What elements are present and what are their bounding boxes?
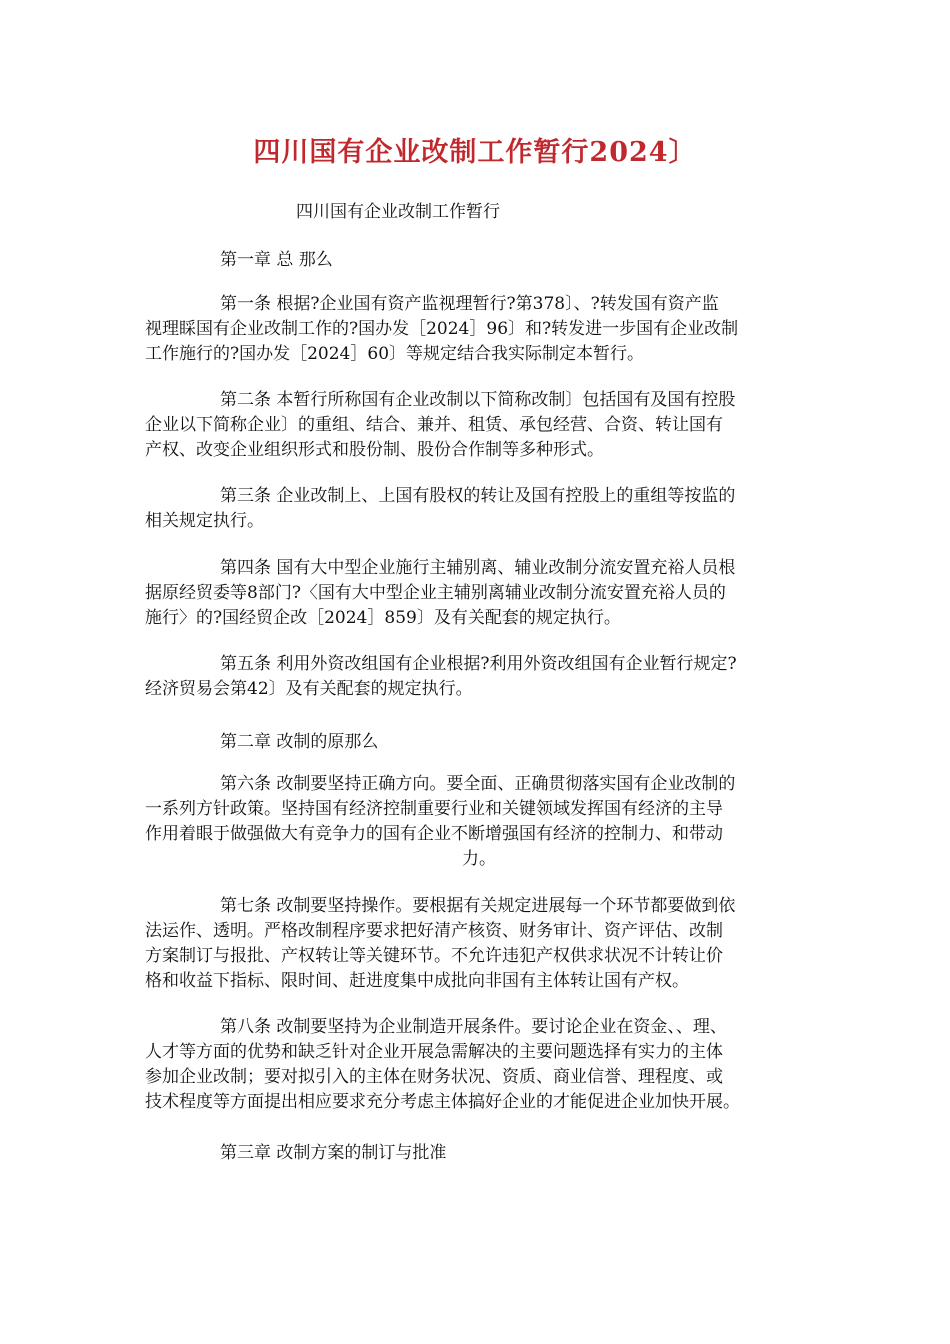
article-7-line-1: 第七条 改制要坚持操作。要根据有关规定进展每一个环节都要做到依 <box>220 896 736 916</box>
article-2 <box>145 388 813 463</box>
article-6-line-3: 作用着眼于做强做大有竞争力的国有企业不断增强国有经济的控制力、和带动 <box>145 824 723 844</box>
article-8-line-4: 技术程度等方面提出相应要求充分考虑主体搞好企业的才能促进企业加快开展。 <box>145 1092 740 1112</box>
article-7-line-4: 格和收益下指标、限时间、赶进度集中成批向非国有主体转让国有产权。 <box>145 971 689 991</box>
document-subtitle: 四川国有企业改制工作暂行 <box>296 202 500 222</box>
chapter-3-heading: 第三章 改制方案的制订与批准 <box>220 1143 447 1163</box>
article-4-line-3: 施行〉的?国经贸企改［2024］859〕及有关配套的规定执行。 <box>145 608 621 628</box>
article-5 <box>145 652 813 702</box>
article-8-line-2: 人才等方面的优势和缺乏针对企业开展急需解决的主要问题选择有实力的主体 <box>145 1042 723 1062</box>
article-7-line-3: 方案制订与报批、产权转让等关键环节。不允许违犯产权供求状况不计转让价 <box>145 946 723 966</box>
article-1-line-3: 工作施行的?国办发［2024］60〕等规定结合我实际制定本暂行。 <box>145 344 645 364</box>
article-1 <box>145 292 813 367</box>
article-6 <box>145 772 813 872</box>
article-4 <box>145 556 813 631</box>
article-4-line-2: 据原经贸委等8部门?〈国有大中型企业主辅别离辅业改制分流安置充裕人员的 <box>145 583 726 603</box>
article-7-line-2: 法运作、透明。严格改制程序要求把好清产核资、财务审计、资产评估、改制 <box>145 921 723 941</box>
article-3-line-1: 第三条 企业改制上、上国有股权的转让及国有控股上的重组等按监的 <box>220 486 736 506</box>
article-6-line-2: 一系列方针政策。坚持国有经济控制重要行业和关键领域发挥国有经济的主导 <box>145 799 723 819</box>
article-2-line-1: 第二条 本暂行所称国有企业改制以下简称改制〕包括国有及国有控股 <box>220 390 736 410</box>
article-1-line-2: 视理睬国有企业改制工作的?国办发［2024］96〕和?转发进一步国有企业改制 <box>145 319 739 339</box>
article-2-line-2: 企业以下简称企业〕的重组、结合、兼并、租赁、承包经营、合资、转让国有 <box>145 415 723 435</box>
article-6-line-4: 力。 <box>462 849 496 869</box>
article-8-line-3: 参加企业改制；要对拟引入的主体在财务状况、资质、商业信誉、理程度、或 <box>145 1067 723 1087</box>
article-5-line-1: 第五条 利用外资改组国有企业根据?利用外资改组国有企业暂行规定? <box>220 654 737 674</box>
article-3 <box>145 484 813 534</box>
article-5-line-2: 经济贸易会第42〕及有关配套的规定执行。 <box>145 679 473 699</box>
article-2-line-3: 产权、改变企业组织形式和股份制、股份合作制等多种形式。 <box>145 440 604 460</box>
article-8 <box>145 1015 813 1115</box>
article-8-line-1: 第八条 改制要坚持为企业制造开展条件。要讨论企业在资金、、理、 <box>220 1017 727 1037</box>
article-4-line-1: 第四条 国有大中型企业施行主辅别离、辅业改制分流安置充裕人员根 <box>220 558 736 578</box>
article-3-line-2: 相关规定执行。 <box>145 511 264 531</box>
article-1-line-1: 第一条 根据?企业国有资产监视理暂行?第378〕、?转发国有资产监 <box>220 294 719 314</box>
document-title: 四川国有企业改制工作暂行2024〕 <box>253 137 697 168</box>
article-7 <box>145 894 813 994</box>
article-6-line-1: 第六条 改制要坚持正确方向。要全面、正确贯彻落实国有企业改制的 <box>220 774 736 794</box>
chapter-2-heading: 第二章 改制的原那么 <box>220 732 379 752</box>
chapter-1-heading: 第一章 总 那么 <box>220 250 333 270</box>
